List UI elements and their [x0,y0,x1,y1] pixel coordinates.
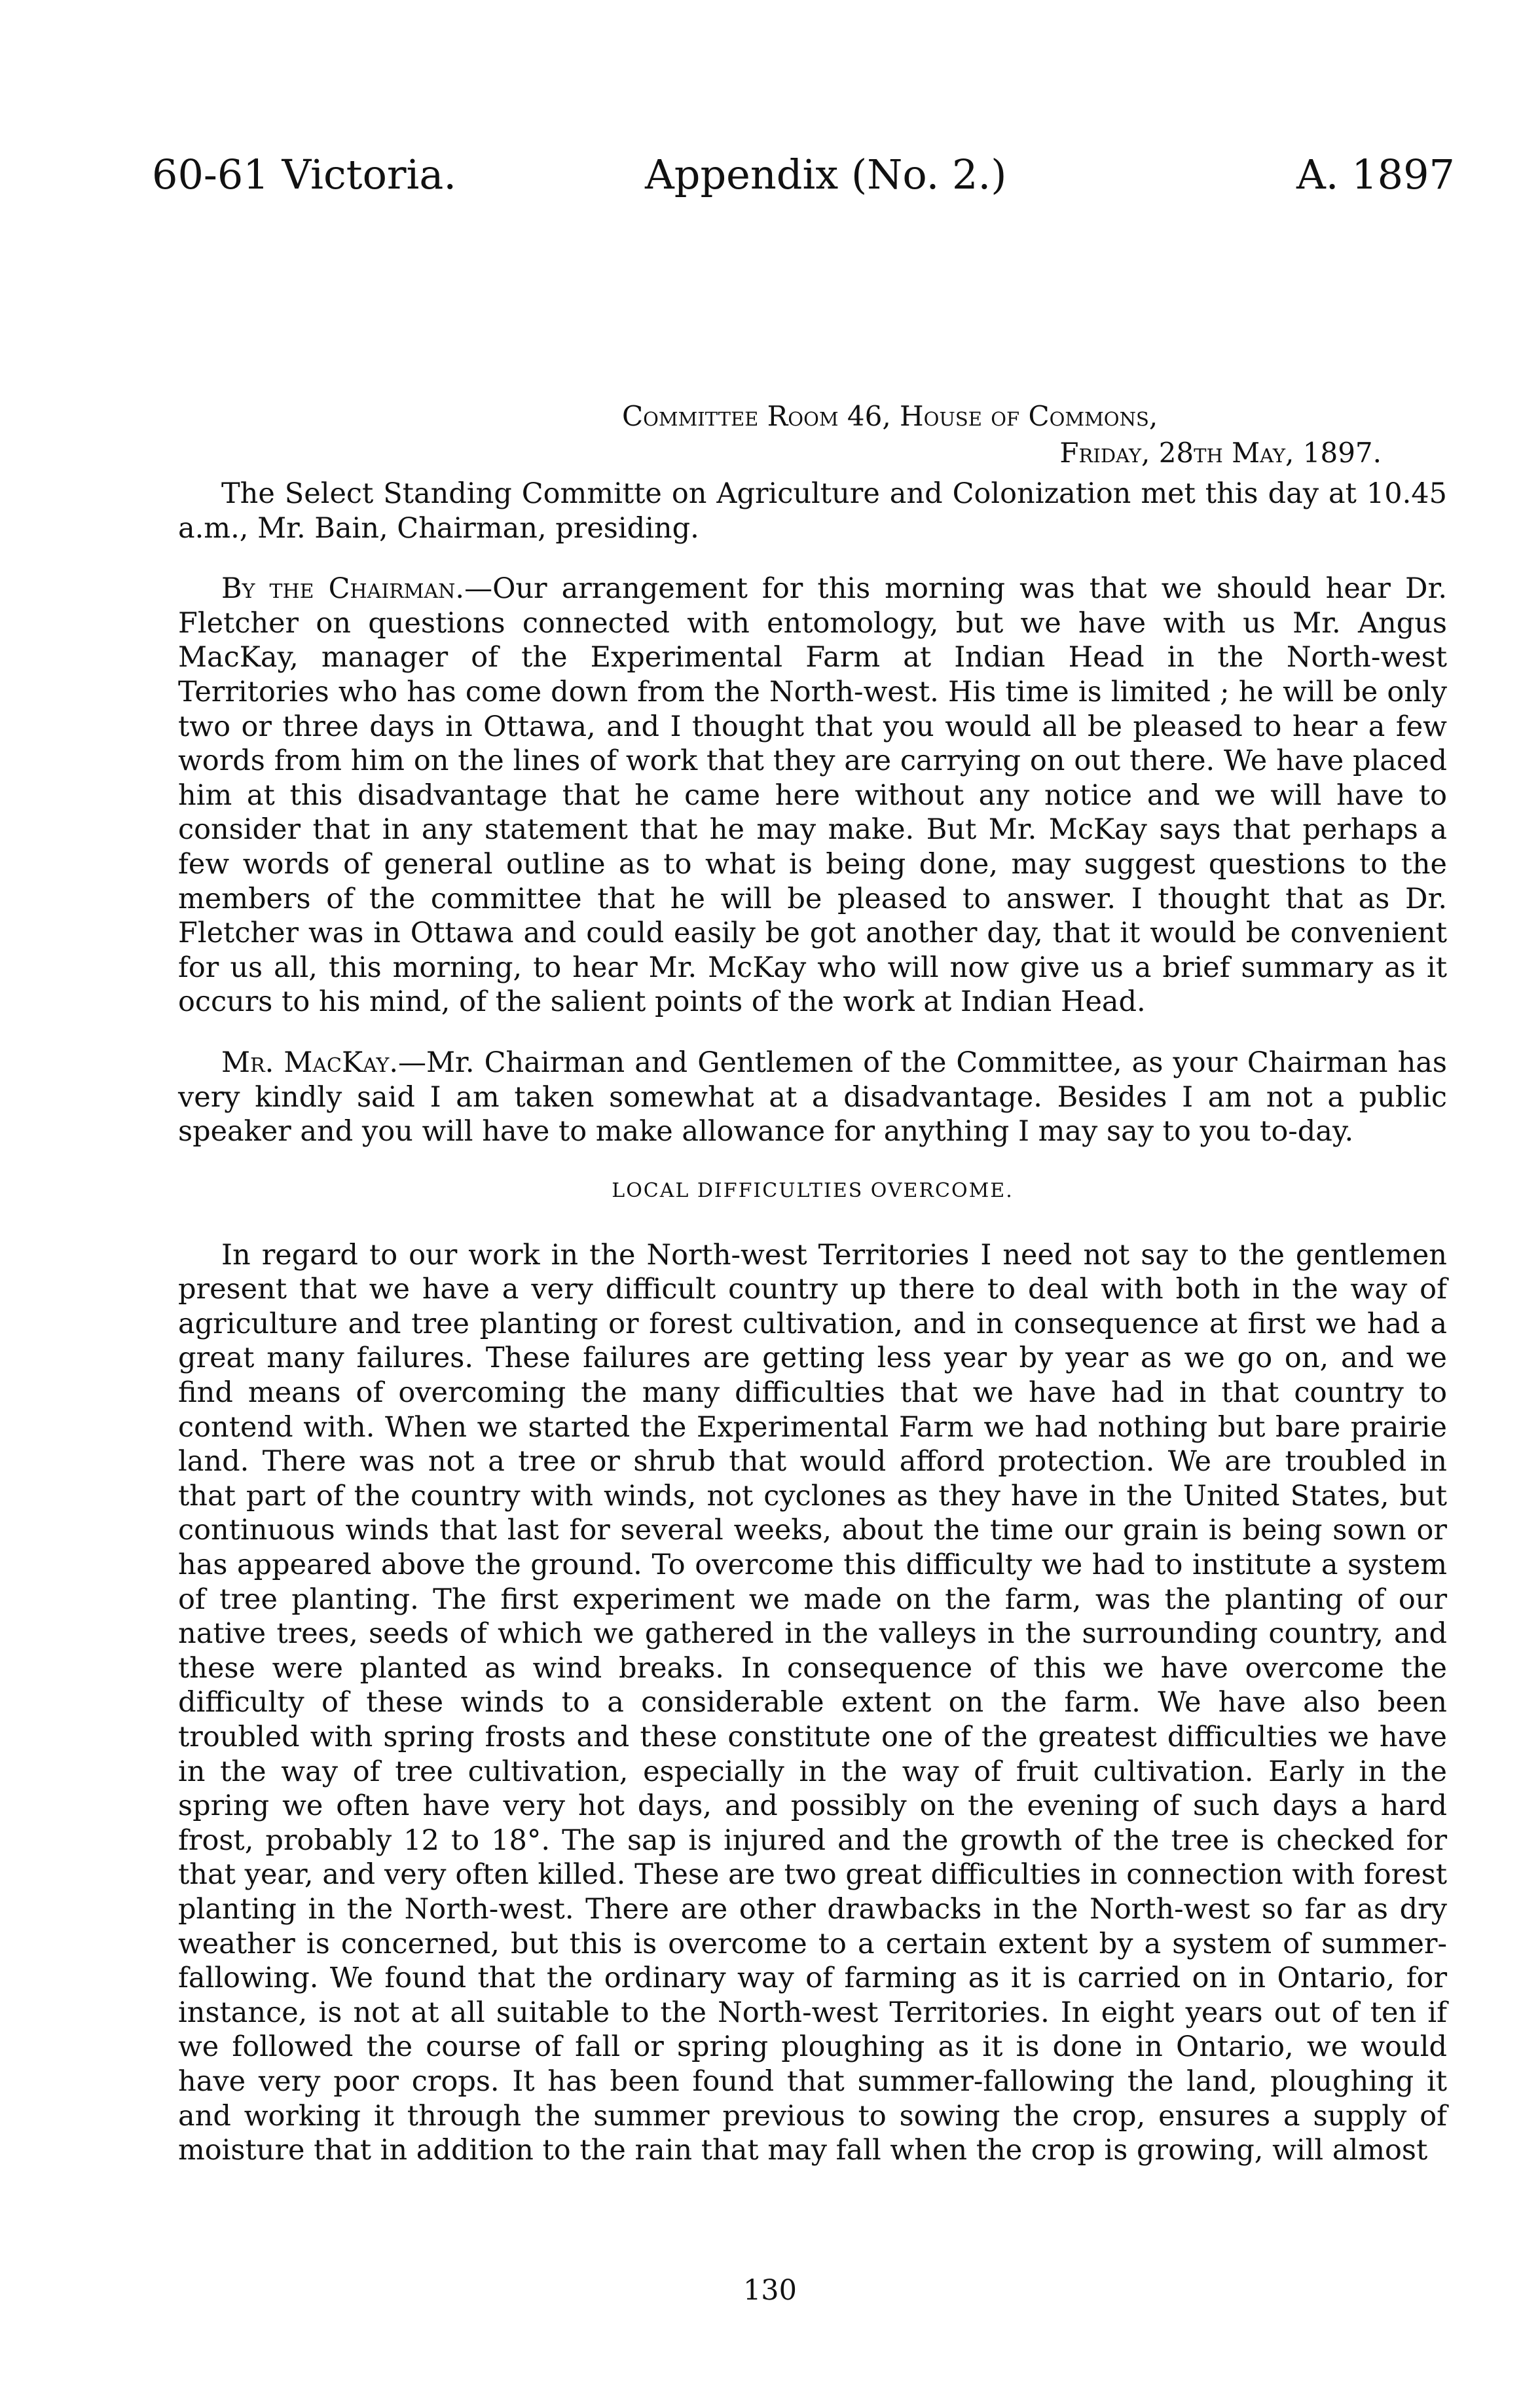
page-number: 130 [742,2274,798,2307]
opening-paragraph: The Select Standing Committe on Agriculture and Colonization met this day at 10.45 a.m., Mr. Bain, Chairman, presiding. [178,477,1447,545]
body-text [178,477,1447,2168]
chairman-statement: —Our arrangement for this morning was that we should hear Dr. Fletcher on questions connected with entomology, but we have with us Mr. Angus MacKay, manager of the Experimental Farm at Indian Head in the North-west Territories who has come down from the North-west. His time is limited ; he will be only two or three days in Ottawa, and I thought that you would all be pleased to hear a few words from him on the lines of work that they are carrying on out there. We have placed him at this disadvantage that he came here without any notice and we will have to consider that in any statement that he may make. But Mr. McKay says that perhaps a few words of general outline as to what is being done, may suggest questions to the members of the committee that he will be pleased to answer. I thought that as Dr. Fletcher was in Ottawa and could easily be got another day, that it would be convenient for us all, this morning, to hear Mr. McKay who will now give us a brief summary as it occurs to his mind, of the salient points of the work at Indian Head. [178,572,1447,1019]
speaker-chairman: By the Chairman. [221,572,465,606]
chairman-paragraph [178,572,1447,1019]
sitting-date: Friday, 28th May, 1897. [1059,437,1382,469]
mackay-statement: —Mr. Chairman and Gentlemen of the Committee, as your Chairman has very kindly said I am taken somewhat at a disadvantage. Besides I am not a public speaker and you will have to make allowance for anything I may say to you to-day. [178,1046,1447,1148]
mackay-paragraph [178,1046,1447,1149]
header-session: 60-61 Victoria. [152,151,457,198]
running-header [0,152,1540,198]
speaker-mackay: Mr. MacKay. [221,1046,399,1079]
sitting-place: Committee Room 46, House of Commons, [622,400,1158,432]
sitting-location-date [622,398,1421,471]
header-year: A. 1897 [1296,151,1455,198]
section-heading: LOCAL DIFFICULTIES OVERCOME. [612,1179,1014,1202]
local-difficulties-paragraph: In regard to our work in the North-west Territories I need not say to the gentlemen present that we have a very difficult country up there to deal with both in the way of agriculture and tree planting or forest cultivation, and in consequence at first we had a great many failures. These failures are getting less year by year as we go on, and we find means of overcoming the many difficulties that we have had in that country to contend with. When we started the Experimental Farm we had nothing but bare prairie land. There was not a tree or shrub that would afford protection. We are troubled in that part of the country with winds, not cyclones as they have in the United States, but continuous winds that last for several weeks, about the time our grain is being sown or has appeared above the ground. To overcome this difficulty we had to institute a system of tree planting. The first experiment we made on the farm, was the planting of our native trees, seeds of which we gathered in the valleys in the surrounding country, and these were planted as wind breaks. In consequence of this we have overcome the difficulty of these winds to a considerable extent on the farm. We have also been troubled with spring frosts and these constitute one of the greatest difficulties we have in the way of tree cultivation, especially in the way of fruit cultivation. Early in the spring we often have very hot days, and possibly on the evening of such days a hard frost, probably 12 to 18°. The sap is injured and the growth of the tree is checked for that year, and very often killed. These are two great difficulties in connection with forest planting in the North-west. There are other drawbacks in the North-west so far as dry weather is concerned, but this is overcome to a certain extent by a system of summer-fallowing. We found that the ordinary way of farming as it is carried on in Ontario, for instance, is not at all suitable to the North-west Territories. In eight years out of ten if we followed the course of fall or spring ploughing as it is done in Ontario, we would have very poor crops. It has been found that summer-fallowing the land, ploughing it and working it through the summer previous to sowing the crop, ensures a supply of moisture that in addition to the rain that may fall when the crop is growing, will almost [178,1238,1447,2167]
header-appendix: Appendix (No. 2.) [645,151,1007,198]
